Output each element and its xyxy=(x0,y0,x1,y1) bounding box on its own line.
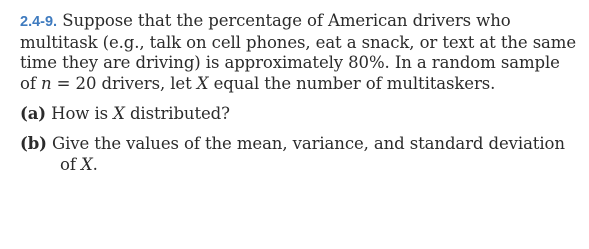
variable-n: n xyxy=(41,73,52,93)
statement-text-3: equal the number of multitaskers. xyxy=(208,73,496,93)
part-b xyxy=(20,134,580,175)
part-a xyxy=(20,104,580,125)
part-b-text-2: . xyxy=(92,154,98,174)
part-a-variable: X xyxy=(113,104,125,124)
statement-text-1: Suppose that the percentage of American drivers who multitask (e.g., talk on cell phones, eat a snack, or text at the same time they are driving) is approximately 80%. In a random sample of xyxy=(20,11,577,93)
part-b-text-1: Give the values of the mean, variance, and standard deviation of xyxy=(52,133,565,174)
variable-x: X xyxy=(196,73,209,93)
part-b-variable: X xyxy=(81,154,93,174)
part-b-label: (b) xyxy=(20,133,47,153)
statement-text-2: = 20 drivers, let xyxy=(51,73,197,93)
problem-number: 2.4-9. xyxy=(20,14,58,30)
part-a-text-1: How is xyxy=(51,104,114,124)
part-a-text-2: distributed? xyxy=(124,104,230,124)
problem-block xyxy=(20,11,580,175)
problem-statement xyxy=(20,11,580,94)
part-a-label: (a) xyxy=(20,104,47,124)
